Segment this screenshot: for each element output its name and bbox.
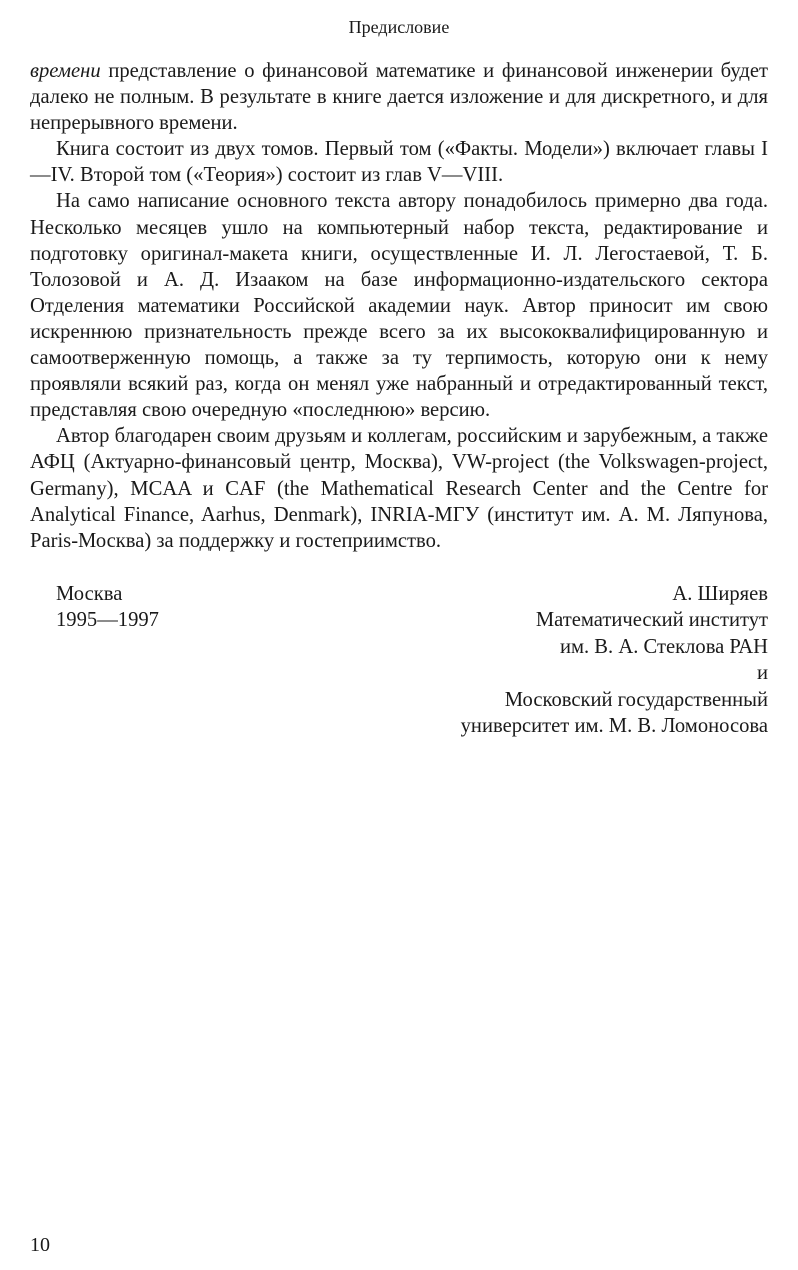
affiliation-line-1: Математический институт [535, 609, 768, 632]
paragraph-1 [30, 58, 768, 136]
italic-word: времени [30, 60, 101, 82]
affiliation-line-3: Московский государственный [504, 688, 768, 711]
affiliation-line-4: университет им. М. В. Ломоносова [460, 715, 768, 738]
years: 1995—1997 [56, 609, 159, 632]
paragraph-4: Автор благодарен своим друзьям и коллегам, российским и зарубежным, а также АФЦ (Актуарно-финансовый центр, Москва), VW-project (the Volkswagen-project, Germany), MCAA и CAF (the Mathematical Research Center and the Centre for Analytical Finance, Aarhus, Denmark), INRIA-МГУ (институт им. А. М. Ляпунова, Paris-Москва) за поддержку и гостеприимство. [30, 425, 768, 552]
preface-body [30, 58, 768, 554]
running-head: Предисловие [348, 17, 450, 37]
paragraph-3: На само написание основного текста автору понадобилось примерно два года. Несколько месяцев ушло на компьютерный набор текста, редактирование и подготовку оригинал-макета книги, осуществленные И. Л. Легостаевой, Т. Б. Толозовой и А. Д. Изааком на базе информационно-издательского сектора Отделения математики Российской академии наук. Автор приносит им свою искреннюю признательность прежде всего за их высококвалифицированную и самоотверженную помощь, а также за ту терпимость, которую они к нему проявляли всякий раз, когда он менял уже набранный и отредактированный текст, представляя свою очередную «последнюю» версию. [30, 190, 768, 422]
paragraph-1-text: представление о финансовой математике и финансовой инженерии будет далеко не полным. В результате в книге дается изложение и для дискретного, и для непрерывного времени. [30, 60, 768, 135]
author-block [461, 581, 768, 739]
place-date [56, 581, 159, 634]
affiliation-line-2: им. В. А. Стеклова РАН [559, 635, 768, 658]
affiliation-conjunction: и [756, 662, 768, 685]
city: Москва [56, 583, 123, 605]
author-name: А. Ширяев [672, 583, 768, 605]
paragraph-2: Книга состоит из двух томов. Первый том («Факты. Модели») включает главы I—IV. Второй том («Теория») состоит из глав V—VIII. [30, 138, 768, 187]
page-number: 10 [30, 1234, 50, 1256]
